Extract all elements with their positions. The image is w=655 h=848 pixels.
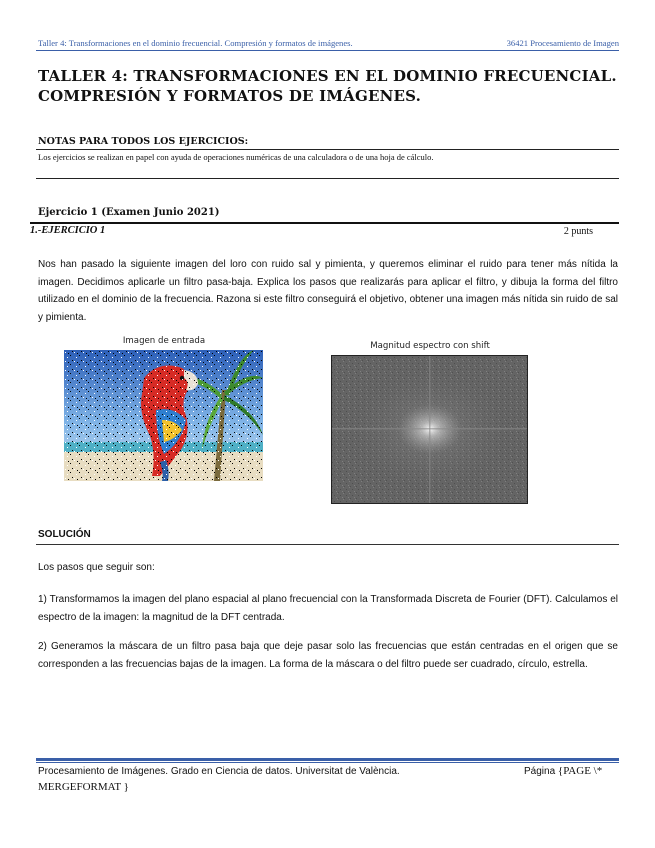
footer-field-code-end: MERGEFORMAT }: [38, 781, 129, 793]
notes-text: Los ejercicios se realizan en papel con ayuda de operaciones numéricas de una calculadora o de una hoja de cálculo.: [38, 152, 434, 162]
parrot-image: [64, 350, 263, 481]
solution-step-2: 2) Generamos la máscara de un filtro pasa baja que deje pasar solo las frecuencias que están centradas en el origen que se corresponden a las frecuencias bajas de la imagen. La forma de la máscara o del filtro puede ser cuadrado, círculo, estrella.: [38, 641, 618, 670]
footer-divider-thick: [36, 758, 619, 761]
exercise-statement: Nos han pasado la siguiente imagen del loro con ruido sal y pimienta, y queremos eliminar el ruido para tener más nítida la imagen. Decidimos aplicarle un filtro pasa-baja. Explica los pasos que realizarás para aplicar el filtro, y dibuja la forma del filtro utilizado en el dominio de la frecuencia. Razona si este filtro conseguirá el objetivo, obtener una imagen más nítida sin ruido de sal y pimienta.: [38, 259, 618, 323]
footer-field-code-start: {PAGE \*: [557, 765, 603, 777]
footer-left-text: Procesamiento de Imágenes. Grado en Ciencia de datos. Universitat de València.: [38, 766, 400, 777]
exercise-heading: Ejercicio 1 (Examen Junio 2021): [38, 207, 220, 218]
exercise-divider: [30, 222, 619, 224]
exercise-points: 2 punts: [563, 226, 593, 237]
exercise-label: 1.-EJERCICIO 1: [30, 225, 106, 236]
parrot-illustration: [64, 350, 263, 481]
notes-divider-top: [36, 149, 619, 150]
footer-page-label: Página: [524, 766, 556, 777]
header-right-text: 36421 Procesamiento de Imagen: [506, 38, 619, 48]
header-divider: [36, 50, 619, 51]
header-left-text: Taller 4: Transformaciones en el dominio frecuencial. Compresión y formatos de imágenes.: [38, 38, 353, 48]
solution-heading: SOLUCIÓN: [38, 529, 91, 540]
footer-page-field: [524, 765, 602, 777]
input-image-caption: Imagen de entrada: [122, 336, 206, 346]
spectrum-image: [331, 355, 528, 504]
notes-divider-bottom: [36, 178, 619, 179]
notes-heading: NOTAS PARA TODOS LOS EJERCICIOS:: [38, 136, 249, 147]
spectrum-plot: [331, 355, 528, 504]
solution-divider: [36, 544, 619, 545]
page-title: TALLER 4: TRANSFORMACIONES EN EL DOMINIO FRECUENCIAL. COMPRESIÓN Y FORMATOS DE IMÁGENES.: [38, 67, 617, 105]
footer-divider-thin: [36, 762, 619, 763]
solution-intro: Los pasos que seguir son:: [38, 562, 155, 573]
solution-step-1: 1) Transformamos la imagen del plano espacial al plano frecuencial con la Transformada Discreta de Fourier (DFT). Calculamos el espectro de la imagen: la magnitud de la DFT centrada.: [38, 594, 618, 623]
spectrum-caption: Magnitud espectro con shift: [370, 341, 490, 351]
